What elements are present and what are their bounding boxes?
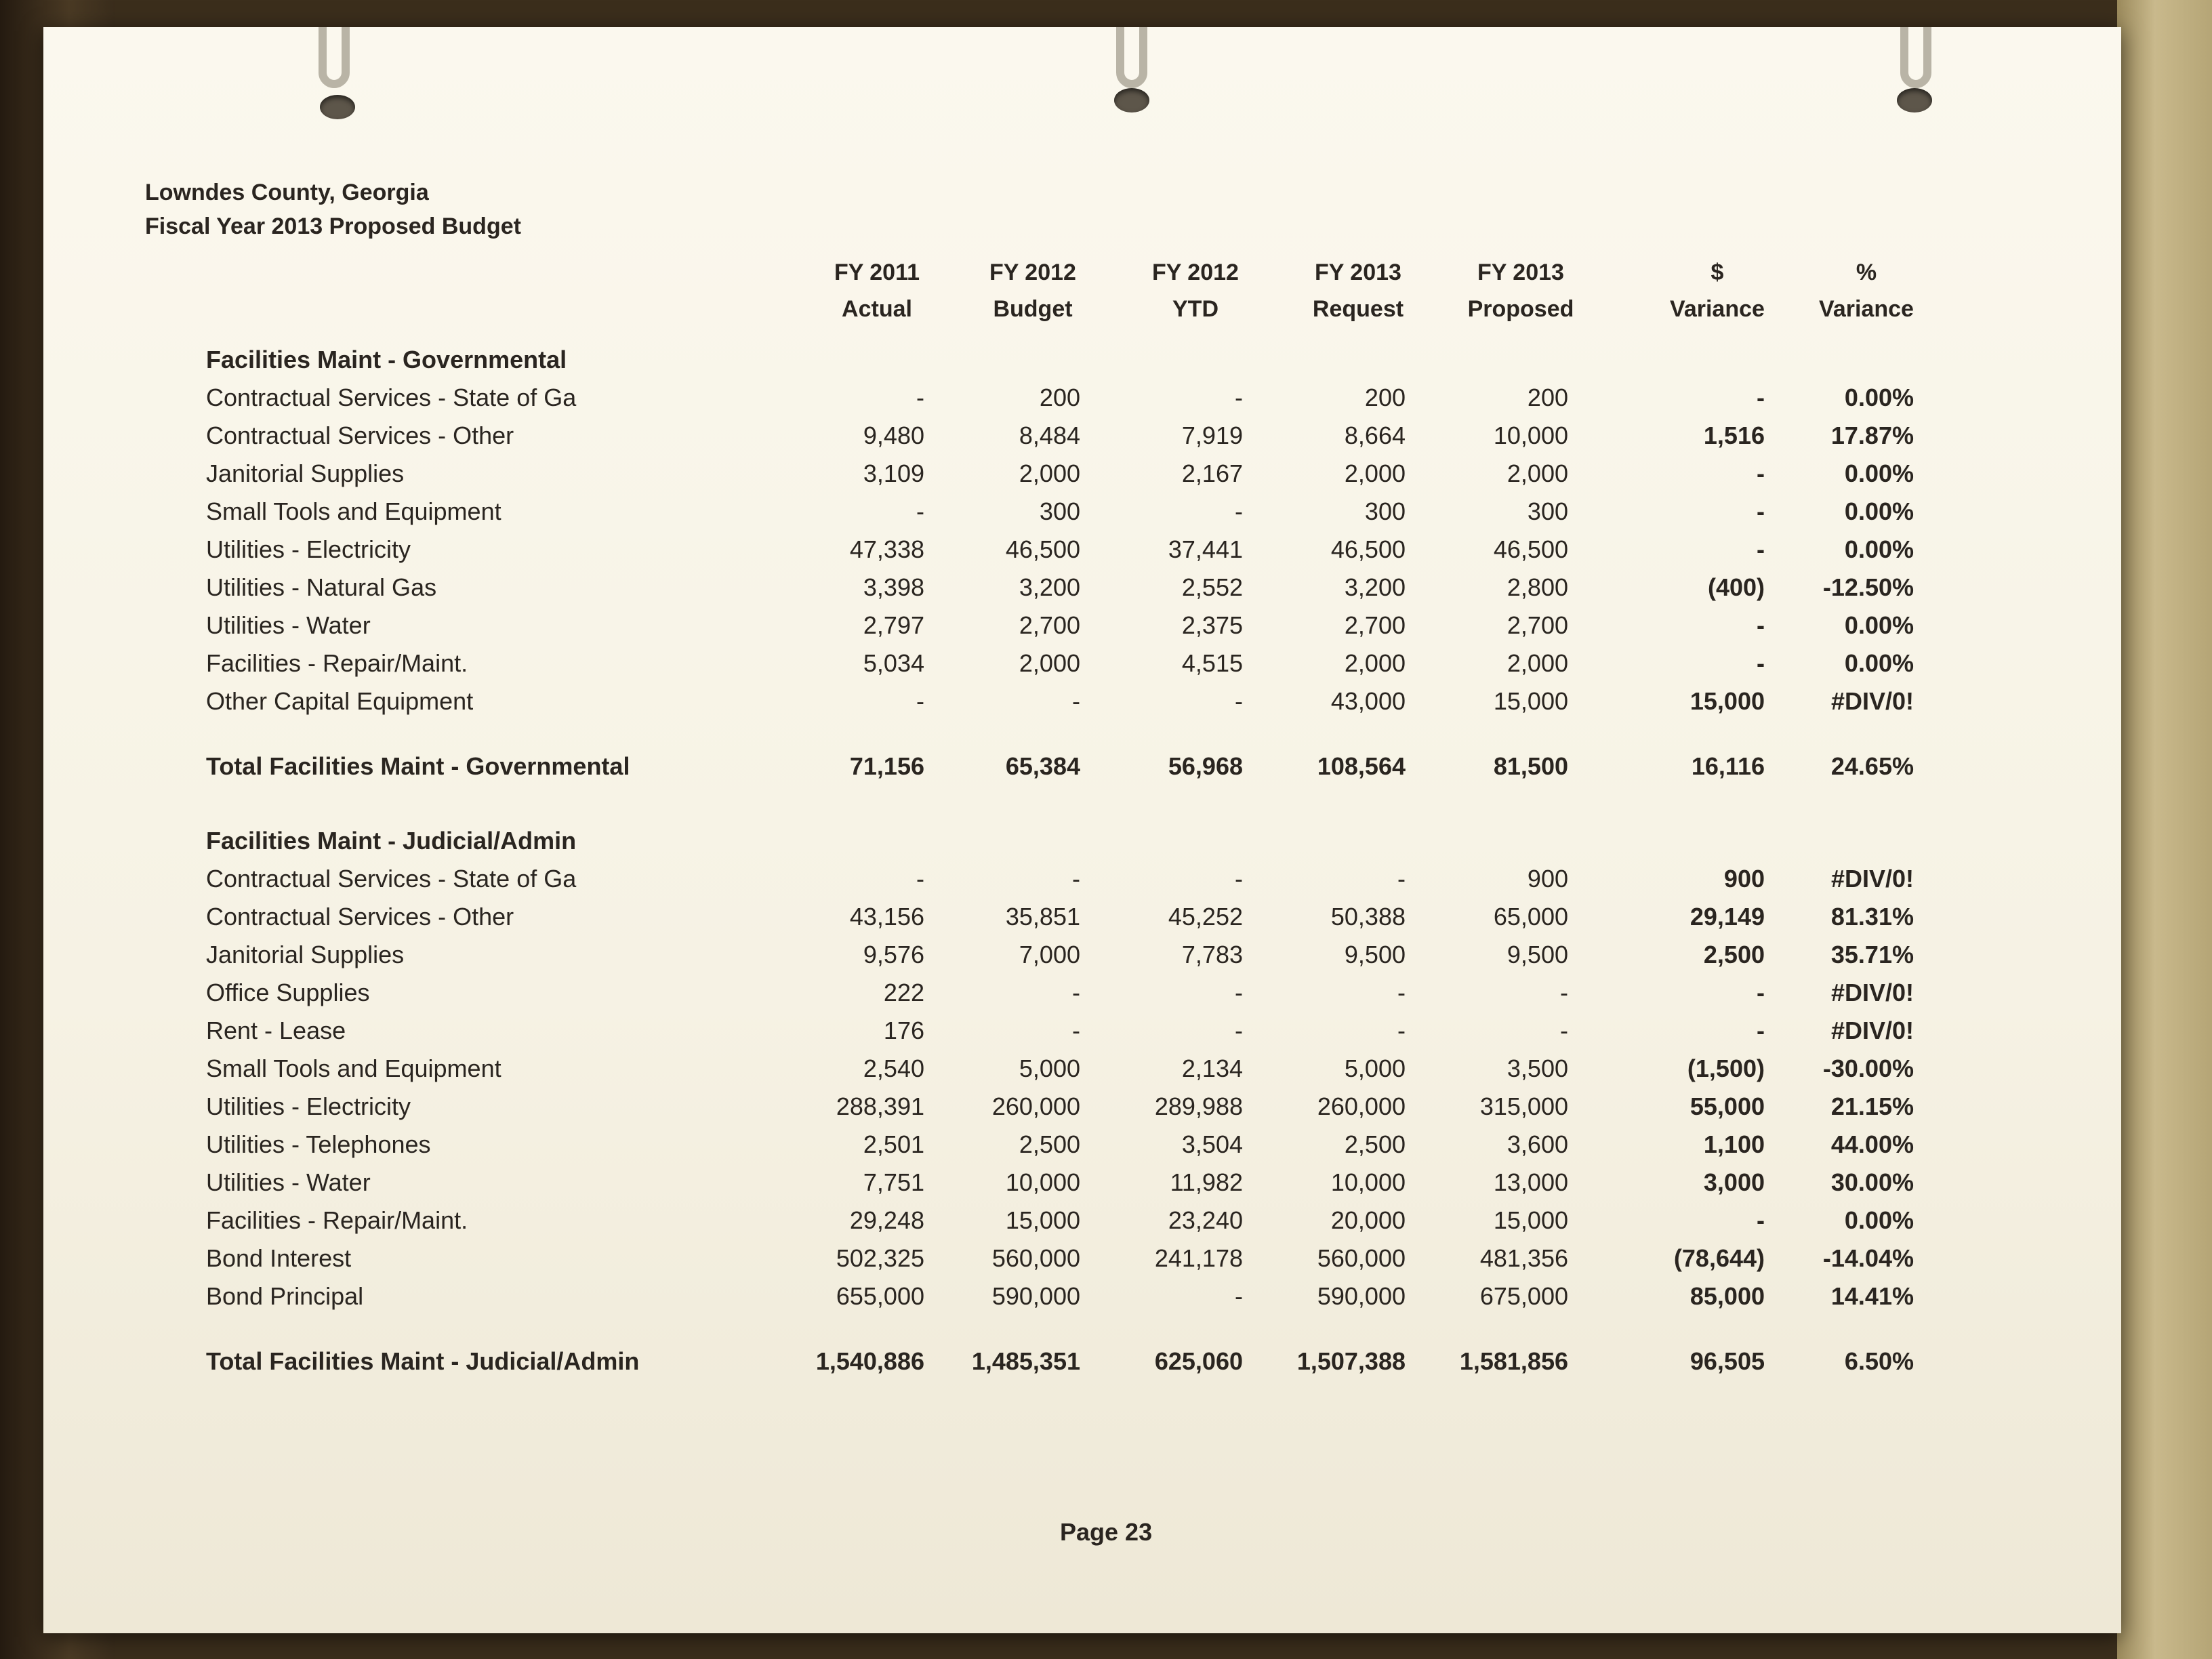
cell-value: 29,149 <box>1689 903 1765 930</box>
column-header-line2: Variance <box>1670 296 1765 322</box>
cell-value: 590,000 <box>1317 1282 1406 1310</box>
cell-value: - <box>916 865 924 893</box>
cell-value: 7,751 <box>863 1168 924 1196</box>
cell-value: - <box>1560 979 1568 1006</box>
cell-value: #DIV/0! <box>1830 865 1914 893</box>
cell-value: 3,000 <box>1703 1168 1765 1196</box>
cell-value: 15,000 <box>1689 687 1765 715</box>
cell-value: 300 <box>1039 497 1080 525</box>
cell-value: - <box>1235 497 1243 525</box>
column-header-line1: FY 2011 <box>834 260 920 285</box>
cell-value: 2,000 <box>1344 649 1406 677</box>
total-label: Total Facilities Maint - Judicial/Admin <box>206 1347 640 1375</box>
cell-value: 47,338 <box>849 535 924 563</box>
binder-ring <box>319 27 350 88</box>
table-row <box>43 422 2121 459</box>
cell-value: 81.31% <box>1830 903 1914 930</box>
cell-value: 241,178 <box>1154 1244 1243 1272</box>
cell-value: 560,000 <box>991 1244 1080 1272</box>
cell-value: 35,851 <box>1005 903 1080 930</box>
column-header <box>1643 254 1792 327</box>
cell-value: 590,000 <box>991 1282 1080 1310</box>
cell-value: 5,034 <box>863 649 924 677</box>
cell-value: (400) <box>1707 573 1765 601</box>
cell-value: - <box>1757 979 1765 1006</box>
cell-value: 8,484 <box>1019 422 1080 449</box>
budget-page <box>43 27 2121 1633</box>
cell-value: 900 <box>1527 865 1568 893</box>
budget-title: Fiscal Year 2013 Proposed Budget <box>145 213 521 239</box>
cell-value: 10,000 <box>1005 1168 1080 1196</box>
total-row <box>43 1347 2121 1385</box>
total-label: Total Facilities Maint - Governmental <box>206 752 630 780</box>
cell-value: 1,100 <box>1703 1130 1765 1158</box>
cell-value: 7,783 <box>1181 941 1243 968</box>
section-title: Facilities Maint - Governmental <box>206 346 567 373</box>
cell-value: - <box>1757 649 1765 677</box>
binder-hole <box>1114 88 1149 112</box>
cell-value: - <box>1757 1206 1765 1234</box>
column-header-line1: FY 2012 <box>1152 260 1239 285</box>
cell-value: 2,700 <box>1019 611 1080 639</box>
line-item-label: Contractual Services - Other <box>206 903 514 930</box>
cell-value: 900 <box>1723 865 1765 893</box>
total-value: 1,485,351 <box>971 1347 1080 1375</box>
cell-value: 200 <box>1364 384 1406 411</box>
page-number: Page 23 <box>1060 1518 1153 1546</box>
column-header-line1: FY 2012 <box>989 260 1076 285</box>
total-value: 6.50% <box>1844 1347 1914 1375</box>
column-header <box>1121 254 1270 327</box>
table-row <box>43 1206 2121 1244</box>
cell-value: 17.87% <box>1830 422 1914 449</box>
total-value: 81,500 <box>1493 752 1568 780</box>
cell-value: 9,500 <box>1507 941 1568 968</box>
cell-value: 85,000 <box>1689 1282 1765 1310</box>
table-row <box>43 941 2121 979</box>
cell-value: 7,000 <box>1019 941 1080 968</box>
cell-value: 2,000 <box>1507 649 1568 677</box>
cell-value: -14.04% <box>1822 1244 1914 1272</box>
cell-value: 2,500 <box>1019 1130 1080 1158</box>
cell-value: 9,480 <box>863 422 924 449</box>
cell-value: - <box>1757 1017 1765 1044</box>
cell-value: - <box>1397 979 1406 1006</box>
cell-value: - <box>916 497 924 525</box>
line-item-label: Utilities - Telephones <box>206 1130 431 1158</box>
table-row <box>43 1168 2121 1206</box>
total-value: 56,968 <box>1168 752 1243 780</box>
cell-value: - <box>1072 687 1080 715</box>
column-header <box>1792 254 1941 327</box>
cell-value: #DIV/0! <box>1830 1017 1914 1044</box>
line-item-label: Contractual Services - State of Ga <box>206 865 577 893</box>
table-row <box>43 573 2121 611</box>
cell-value: 23,240 <box>1168 1206 1243 1234</box>
cell-value: 289,988 <box>1154 1092 1243 1120</box>
cell-value: 3,109 <box>863 459 924 487</box>
cell-value: 0.00% <box>1844 1206 1914 1234</box>
cell-value: 15,000 <box>1493 1206 1568 1234</box>
cell-value: 1,516 <box>1703 422 1765 449</box>
line-item-label: Office Supplies <box>206 979 370 1006</box>
table-row <box>43 535 2121 573</box>
cell-value: 2,000 <box>1507 459 1568 487</box>
cell-value: #DIV/0! <box>1830 979 1914 1006</box>
table-row <box>43 459 2121 497</box>
cell-value: - <box>1757 611 1765 639</box>
cell-value: 200 <box>1039 384 1080 411</box>
line-item-label: Small Tools and Equipment <box>206 497 501 525</box>
cell-value: 7,919 <box>1181 422 1243 449</box>
total-value: 108,564 <box>1317 752 1406 780</box>
total-value: 24.65% <box>1830 752 1914 780</box>
table-row <box>43 1017 2121 1054</box>
cell-value: 9,500 <box>1344 941 1406 968</box>
column-header <box>1284 254 1433 327</box>
line-item-label: Utilities - Electricity <box>206 1092 411 1120</box>
cell-value: 502,325 <box>836 1244 924 1272</box>
line-item-label: Contractual Services - State of Ga <box>206 384 577 411</box>
cell-value: - <box>1235 865 1243 893</box>
binder-hole <box>320 95 355 119</box>
column-header <box>1446 254 1595 327</box>
table-row <box>43 649 2121 687</box>
line-item-label: Utilities - Natural Gas <box>206 573 437 601</box>
cell-value: 0.00% <box>1844 384 1914 411</box>
line-item-label: Janitorial Supplies <box>206 459 405 487</box>
cell-value: 260,000 <box>1317 1092 1406 1120</box>
cell-value: 2,134 <box>1181 1054 1243 1082</box>
cell-value: 45,252 <box>1168 903 1243 930</box>
cell-value: 222 <box>883 979 924 1006</box>
cell-value: 260,000 <box>991 1092 1080 1120</box>
cell-value: 655,000 <box>836 1282 924 1310</box>
table-row <box>43 1244 2121 1282</box>
cell-value: 15,000 <box>1493 687 1568 715</box>
cell-value: 315,000 <box>1479 1092 1568 1120</box>
line-item-label: Small Tools and Equipment <box>206 1054 501 1082</box>
column-header <box>802 254 951 327</box>
line-item-label: Rent - Lease <box>206 1017 346 1044</box>
column-header-line2: Request <box>1312 296 1404 322</box>
cell-value: 30.00% <box>1830 1168 1914 1196</box>
cell-value: 2,500 <box>1344 1130 1406 1158</box>
total-value: 1,540,886 <box>815 1347 924 1375</box>
cell-value: 2,167 <box>1181 459 1243 487</box>
cell-value: 2,000 <box>1019 459 1080 487</box>
cell-value: 2,000 <box>1344 459 1406 487</box>
cell-value: - <box>1235 1017 1243 1044</box>
cell-value: 9,576 <box>863 941 924 968</box>
cell-value: 2,000 <box>1019 649 1080 677</box>
cell-value: 4,515 <box>1181 649 1243 677</box>
cell-value: - <box>1072 865 1080 893</box>
table-row <box>43 1282 2121 1320</box>
cell-value: 8,664 <box>1344 422 1406 449</box>
cell-value: 3,398 <box>863 573 924 601</box>
cell-value: 2,540 <box>863 1054 924 1082</box>
cell-value: 3,200 <box>1019 573 1080 601</box>
line-item-label: Utilities - Water <box>206 611 371 639</box>
column-header-line2: Actual <box>842 296 912 322</box>
column-header-line2: Variance <box>1819 296 1914 322</box>
column-header-line2: Budget <box>993 296 1073 322</box>
cell-value: 44.00% <box>1830 1130 1914 1158</box>
cell-value: (78,644) <box>1673 1244 1765 1272</box>
column-header-line1: FY 2013 <box>1477 260 1564 285</box>
cell-value: 176 <box>883 1017 924 1044</box>
line-item-label: Bond Interest <box>206 1244 352 1272</box>
cell-value: 2,797 <box>863 611 924 639</box>
cell-value: 0.00% <box>1844 459 1914 487</box>
cell-value: 560,000 <box>1317 1244 1406 1272</box>
cell-value: 29,248 <box>849 1206 924 1234</box>
cell-value: 11,982 <box>1170 1168 1243 1196</box>
table-row <box>43 687 2121 725</box>
cell-value: 675,000 <box>1479 1282 1568 1310</box>
line-item-label: Other Capital Equipment <box>206 687 474 715</box>
section-title: Facilities Maint - Judicial/Admin <box>206 827 577 855</box>
column-header-line2: Proposed <box>1467 296 1574 322</box>
cell-value: 2,700 <box>1344 611 1406 639</box>
total-value: 16,116 <box>1691 752 1765 780</box>
cell-value: 46,500 <box>1493 535 1568 563</box>
cell-value: 0.00% <box>1844 497 1914 525</box>
total-value: 71,156 <box>849 752 924 780</box>
cell-value: - <box>1397 1017 1406 1044</box>
cell-value: 0.00% <box>1844 649 1914 677</box>
cell-value: 20,000 <box>1330 1206 1406 1234</box>
cell-value: - <box>1072 1017 1080 1044</box>
cell-value: - <box>1560 1017 1568 1044</box>
cell-value: - <box>1235 979 1243 1006</box>
cell-value: - <box>1235 384 1243 411</box>
cell-value: 481,356 <box>1479 1244 1568 1272</box>
total-value: 1,507,388 <box>1296 1347 1406 1375</box>
cell-value: 3,500 <box>1507 1054 1568 1082</box>
table-row <box>43 1054 2121 1092</box>
column-header-line1: FY 2013 <box>1315 260 1401 285</box>
total-value: 625,060 <box>1154 1347 1243 1375</box>
cell-value: 2,552 <box>1181 573 1243 601</box>
total-value: 65,384 <box>1005 752 1080 780</box>
cell-value: 43,000 <box>1330 687 1406 715</box>
cell-value: - <box>1235 1282 1243 1310</box>
cell-value: 35.71% <box>1830 941 1914 968</box>
table-row <box>43 384 2121 422</box>
line-item-label: Facilities - Repair/Maint. <box>206 1206 468 1234</box>
cell-value: - <box>1072 979 1080 1006</box>
cell-value: 3,600 <box>1507 1130 1568 1158</box>
line-item-label: Bond Principal <box>206 1282 364 1310</box>
line-item-label: Utilities - Electricity <box>206 535 411 563</box>
cell-value: -30.00% <box>1822 1054 1914 1082</box>
cell-value: 2,375 <box>1181 611 1243 639</box>
column-header-line2: YTD <box>1172 296 1218 322</box>
cell-value: - <box>1397 865 1406 893</box>
cell-value: 55,000 <box>1689 1092 1765 1120</box>
cell-value: 300 <box>1527 497 1568 525</box>
cell-value: 65,000 <box>1493 903 1568 930</box>
table-surface-right <box>2117 0 2212 1659</box>
cell-value: - <box>1757 497 1765 525</box>
cell-value: - <box>916 687 924 715</box>
total-value: 96,505 <box>1689 1347 1765 1375</box>
binder-hole <box>1897 88 1932 112</box>
cell-value: 3,200 <box>1344 573 1406 601</box>
column-header-line1: $ <box>1711 260 1724 285</box>
table-row <box>43 903 2121 941</box>
cell-value: 43,156 <box>849 903 924 930</box>
cell-value: (1,500) <box>1687 1054 1765 1082</box>
cell-value: 15,000 <box>1005 1206 1080 1234</box>
cell-value: 288,391 <box>836 1092 924 1120</box>
cell-value: 46,500 <box>1005 535 1080 563</box>
table-row <box>43 865 2121 903</box>
cell-value: 2,700 <box>1507 611 1568 639</box>
cell-value: - <box>1757 535 1765 563</box>
cell-value: 21.15% <box>1830 1092 1914 1120</box>
cell-value: 5,000 <box>1019 1054 1080 1082</box>
table-row <box>43 497 2121 535</box>
cell-value: 2,800 <box>1507 573 1568 601</box>
table-row <box>43 979 2121 1017</box>
column-header <box>958 254 1107 327</box>
cell-value: #DIV/0! <box>1830 687 1914 715</box>
cell-value: 5,000 <box>1344 1054 1406 1082</box>
cell-value: -12.50% <box>1822 573 1914 601</box>
cell-value: 14.41% <box>1830 1282 1914 1310</box>
cell-value: 37,441 <box>1168 535 1243 563</box>
cell-value: 0.00% <box>1844 535 1914 563</box>
cell-value: 200 <box>1527 384 1568 411</box>
table-row <box>43 1130 2121 1168</box>
cell-value: 2,500 <box>1703 941 1765 968</box>
cell-value: 50,388 <box>1330 903 1406 930</box>
column-header-line1: % <box>1856 260 1877 285</box>
cell-value: 300 <box>1364 497 1406 525</box>
cell-value: 13,000 <box>1493 1168 1568 1196</box>
binder-ring <box>1900 27 1931 88</box>
cell-value: - <box>1235 687 1243 715</box>
total-value: 1,581,856 <box>1459 1347 1568 1375</box>
line-item-label: Utilities - Water <box>206 1168 371 1196</box>
cell-value: 0.00% <box>1844 611 1914 639</box>
cell-value: 10,000 <box>1493 422 1568 449</box>
line-item-label: Facilities - Repair/Maint. <box>206 649 468 677</box>
line-item-label: Janitorial Supplies <box>206 941 405 968</box>
table-row <box>43 1092 2121 1130</box>
cell-value: - <box>916 384 924 411</box>
cell-value: 10,000 <box>1330 1168 1406 1196</box>
cell-value: - <box>1757 384 1765 411</box>
total-row <box>43 752 2121 790</box>
cell-value: 46,500 <box>1330 535 1406 563</box>
county-name: Lowndes County, Georgia <box>145 180 429 205</box>
table-row <box>43 611 2121 649</box>
line-item-label: Contractual Services - Other <box>206 422 514 449</box>
cell-value: 2,501 <box>863 1130 924 1158</box>
binder-ring <box>1116 27 1147 88</box>
cell-value: 3,504 <box>1181 1130 1243 1158</box>
cell-value: - <box>1757 459 1765 487</box>
